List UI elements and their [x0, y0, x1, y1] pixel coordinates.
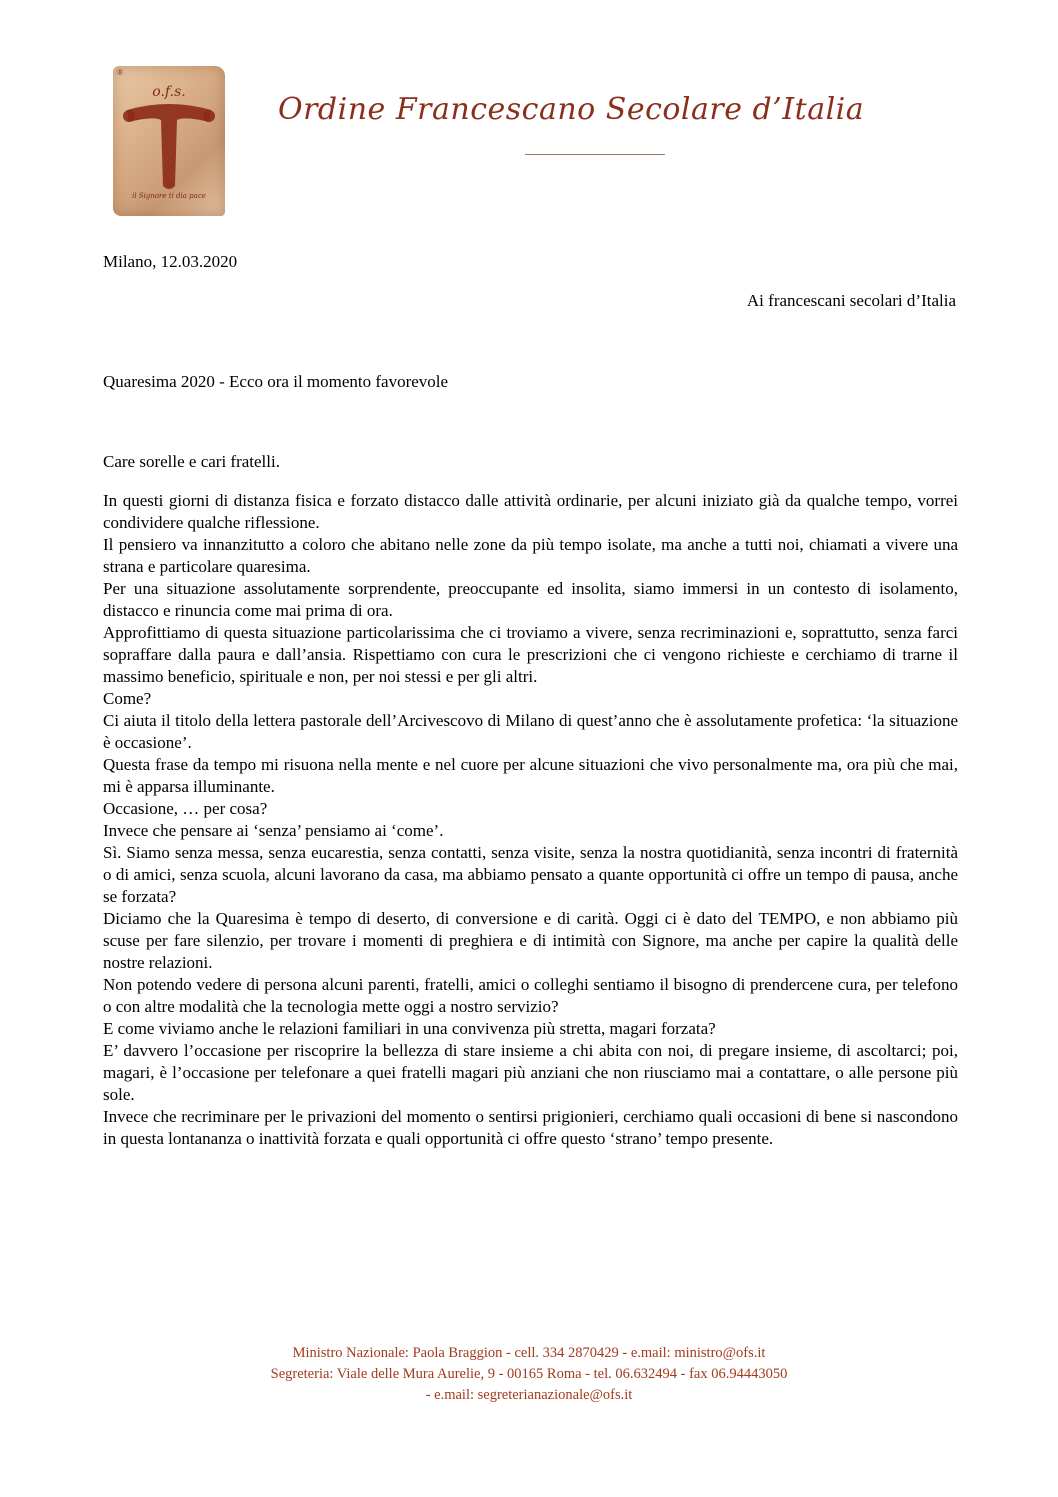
body-paragraph: Come? — [103, 689, 152, 708]
body-paragraph: Diciamo che la Quaresima è tempo di deserto, di conversione e di carità. Oggi ci è dato del TEMPO, e non abbiamo più scuse per fare silenzio, per trovare i momenti di preghiera e di intimità con Signore, ma anche per capire la qualità delle nostre relazioni. — [103, 909, 958, 972]
body-paragraph: Occasione, … per cosa? — [103, 799, 268, 818]
letter-body — [103, 490, 958, 1150]
registered-mark: ® — [117, 68, 124, 77]
body-paragraph: Ci aiuta il titolo della lettera pastorale dell’Arcivescovo di Milano di quest’anno che è assolutamente profetica: ‘la situazione è occasione’. — [103, 711, 958, 752]
body-paragraph: Per una situazione assolutamente sorprendente, preoccupante ed insolita, siamo immersi in un contesto di isolamento, distacco e rinuncia come mai prima di ora. — [103, 579, 958, 620]
body-paragraph: In questi giorni di distanza fisica e forzato distacco dalle attività ordinarie, per alcuni iniziato già da qualche tempo, vorrei condividere qualche riflessione. — [103, 491, 958, 532]
place-date: Milano, 12.03.2020 — [103, 252, 238, 271]
logo-initials: o.f.s. — [152, 84, 186, 100]
body-paragraph: Approfittiamo di questa situazione particolarissima che ci troviamo a vivere, senza recriminazioni e, soprattutto, senza farci sopraffare dalla paura e dall’ansia. Rispettiamo con cura le prescrizioni che ci vengono richieste e cerchiamo di trarne il massimo beneficio, spirituale e non, per noi stessi e per gli altri. — [103, 623, 958, 686]
body-paragraph: Questa frase da tempo mi risuona nella mente e nel cuore per alcune situazioni che vivo personalmente ma, ora più che mai, mi è apparsa illuminante. — [103, 755, 958, 796]
salutation: Care sorelle e cari fratelli. — [103, 452, 280, 471]
body-paragraph: E’ davvero l’occasione per riscoprire la bellezza di stare insieme a chi abita con noi, di pregare insieme, di ascoltarci; poi, magari, è l’occasione per telefonare a quei fratelli magari più anziani che non riusciamo mai a contattare, o alle persone più sole. — [103, 1041, 958, 1104]
letter-subject: Quaresima 2020 - Ecco ora il momento favorevole — [103, 372, 449, 391]
body-paragraph: Sì. Siamo senza messa, senza eucarestia, senza contatti, senza visite, senza la nostra quotidianità, senza incontri di fraternità o di amici, senza scuola, alcuni lavorano da casa, ma abbiamo pensato a quante opportunità ci offre un tempo di pausa, anche se forzata? — [103, 843, 958, 906]
body-paragraph: E come viviamo anche le relazioni familiari in una convivenza più stretta, magari forzata? — [103, 1019, 716, 1038]
letterhead-footer — [0, 1343, 1058, 1406]
footer-minister-contact: Ministro Nazionale: Paola Braggion - cell. 334 2870429 - e.mail: ministro@ofs.it — [292, 1345, 766, 1361]
footer-secretariat-email: - e.mail: segreterianazionale@ofs.it — [425, 1387, 633, 1403]
body-paragraph: Invece che recriminare per le privazioni del momento o sentirsi prigionieri, cerchiamo quali occasioni di bene si nascondono in questa lontananza o inattività forzata e quali opportunità ci offre questo ‘strano’ tempo presente. — [103, 1107, 958, 1148]
body-paragraph: Invece che pensare ai ‘senza’ pensiamo ai ‘come’. — [103, 821, 444, 840]
logo-motto: il Signore ti dia pace — [132, 192, 206, 200]
ofs-logo — [113, 66, 225, 216]
title-underline-divider — [525, 154, 665, 155]
recipient-line: Ai francescani secolari d’Italia — [746, 291, 956, 310]
body-paragraph: Il pensiero va innanzitutto a coloro che abitano nelle zone da più tempo isolate, ma anche a tutti noi, chiamati a vivere una strana e particolare quaresima. — [103, 535, 958, 576]
footer-secretariat-address: Segreteria: Viale delle Mura Aurelie, 9 - 00165 Roma - tel. 06.632494 - fax 06.94443050 — [270, 1366, 788, 1382]
organization-title: Ordine Francescano Secolare d’Italia — [278, 92, 865, 127]
body-paragraph: Non potendo vedere di persona alcuni parenti, fratelli, amici o colleghi sentiamo il bisogno di prendercene cura, per telefono o con altre modalità che la tecnologia mette oggi a nostro servizio? — [103, 975, 958, 1016]
